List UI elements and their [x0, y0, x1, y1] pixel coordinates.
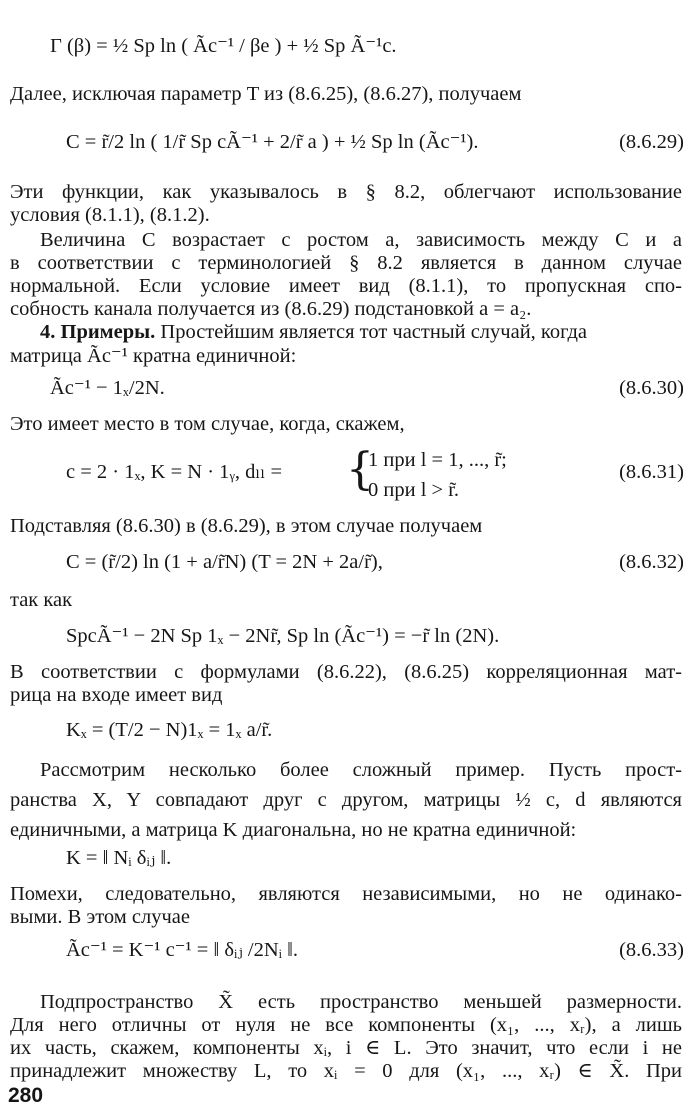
- paragraph-line: единичными, а матрица K диагональна, но не кратна единичной:: [10, 819, 577, 841]
- paragraph-line: собность канала получается из (8.6.29) подстановкой a = a₂.: [10, 298, 532, 320]
- paragraph-line: их часть, скажем, компоненты xᵢ, i ∈ L. Это значит, что если i не: [10, 1037, 682, 1059]
- section-heading: 4. Примеры.: [40, 321, 156, 343]
- paragraph-line: матрица Ãc⁻¹ кратна единичной:: [10, 345, 297, 367]
- equation-number: (8.6.29): [619, 131, 684, 153]
- equation-number: (8.6.31): [619, 461, 684, 483]
- paragraph-line: принадлежит множеству L, то xᵢ = 0 для (x₁, ..., xᵣ) ∈ X̃. При: [10, 1060, 682, 1082]
- paragraph-line: Величина C возрастает с ростом a, зависимость между C и a: [40, 229, 682, 251]
- paragraph-line: Это имеет место в том случае, когда, скажем,: [10, 413, 405, 435]
- equation-8-6-31-left: c = 2 · 1ₓ, K = N · 1ᵧ, dₗₗ =: [66, 461, 283, 483]
- equation-8-6-32: C = (r̃/2) ln (1 + a/r̃N) (T = 2N + 2a/r̃),: [66, 551, 383, 573]
- paragraph-line: Подставляя (8.6.30) в (8.6.29), в этом случае получаем: [10, 515, 483, 537]
- paragraph-line: в соответствии с терминологией § 8.2 является в данном случае: [10, 252, 682, 274]
- section-heading-line: [40, 320, 587, 344]
- paragraph-line: выми. В этом случае: [10, 906, 190, 928]
- paragraph-line: В соответствии с формулами (8.6.22), (8.6.25) корреляционная мат-: [10, 661, 682, 683]
- equation-gamma: Γ (β) = ½ Sp ln ( Ãc⁻¹ / βe ) + ½ Sp Ã⁻¹c.: [50, 35, 397, 57]
- paragraph-line: нормальной. Если условие имеет вид (8.1.1), то пропускная спо-: [10, 275, 682, 297]
- equation-number: (8.6.32): [619, 551, 684, 573]
- equation-8-6-33: Ãc⁻¹ = K⁻¹ c⁻¹ = ‖ δᵢⱼ /2Nᵢ ‖.: [66, 939, 298, 961]
- equation-8-6-31-case-2: 0 при l > r̃.: [368, 479, 460, 501]
- paragraph-line: рица на входе имеет вид: [10, 684, 223, 706]
- equation-8-6-29: C = r̃/2 ln ( 1/r̃ Sp cÃ⁻¹ + 2/r̃ a ) + ½ Sp ln (Ãc⁻¹).: [66, 131, 479, 153]
- equation-kx: Kₓ = (T/2 − N)1ₓ = 1ₓ a/r̃.: [66, 719, 273, 741]
- equation-number: (8.6.33): [619, 939, 684, 961]
- paragraph-text: Простейшим является тот частный случай, когда: [160, 321, 587, 343]
- paragraph-line: Для него отличны от нуля не все компоненты (x₁, ..., xᵣ), а лишь: [10, 1014, 682, 1036]
- paragraph-line: условия (8.1.1), (8.1.2).: [10, 204, 210, 226]
- paragraph-line: так как: [10, 589, 73, 611]
- equation-8-6-30: Ãc⁻¹ − 1ₓ/2N.: [50, 377, 165, 399]
- paragraph-line: Подпространство X̃ есть пространство меньшей размерности.: [40, 991, 682, 1013]
- paragraph-line: Эти функции, как указывалось в § 8.2, облегчают использование: [10, 181, 682, 203]
- paragraph-line: ранства X, Y совпадают друг с другом, матрицы ½ c, d являются: [10, 789, 682, 811]
- paragraph-line: Помехи, следовательно, являются независимыми, но не одинако-: [10, 883, 682, 905]
- equation-k: K = ‖ Nᵢ δᵢⱼ ‖.: [66, 847, 172, 869]
- equation-8-6-31-case-1: 1 при l = 1, ..., r̃;: [368, 449, 507, 471]
- equation-spc: SpcÃ⁻¹ − 2N Sp 1ₓ − 2Nr̃, Sp ln (Ãc⁻¹) = −r̃ ln (2N).: [66, 625, 500, 647]
- paragraph-line: Рассмотрим несколько более сложный пример. Пусть прост-: [40, 759, 682, 781]
- paragraph-line: Далее, исключая параметр T из (8.6.25), (8.6.27), получаем: [10, 83, 522, 105]
- left-brace-icon: {: [346, 444, 374, 495]
- equation-number: (8.6.30): [619, 377, 684, 399]
- page-number: 280: [8, 1084, 44, 1107]
